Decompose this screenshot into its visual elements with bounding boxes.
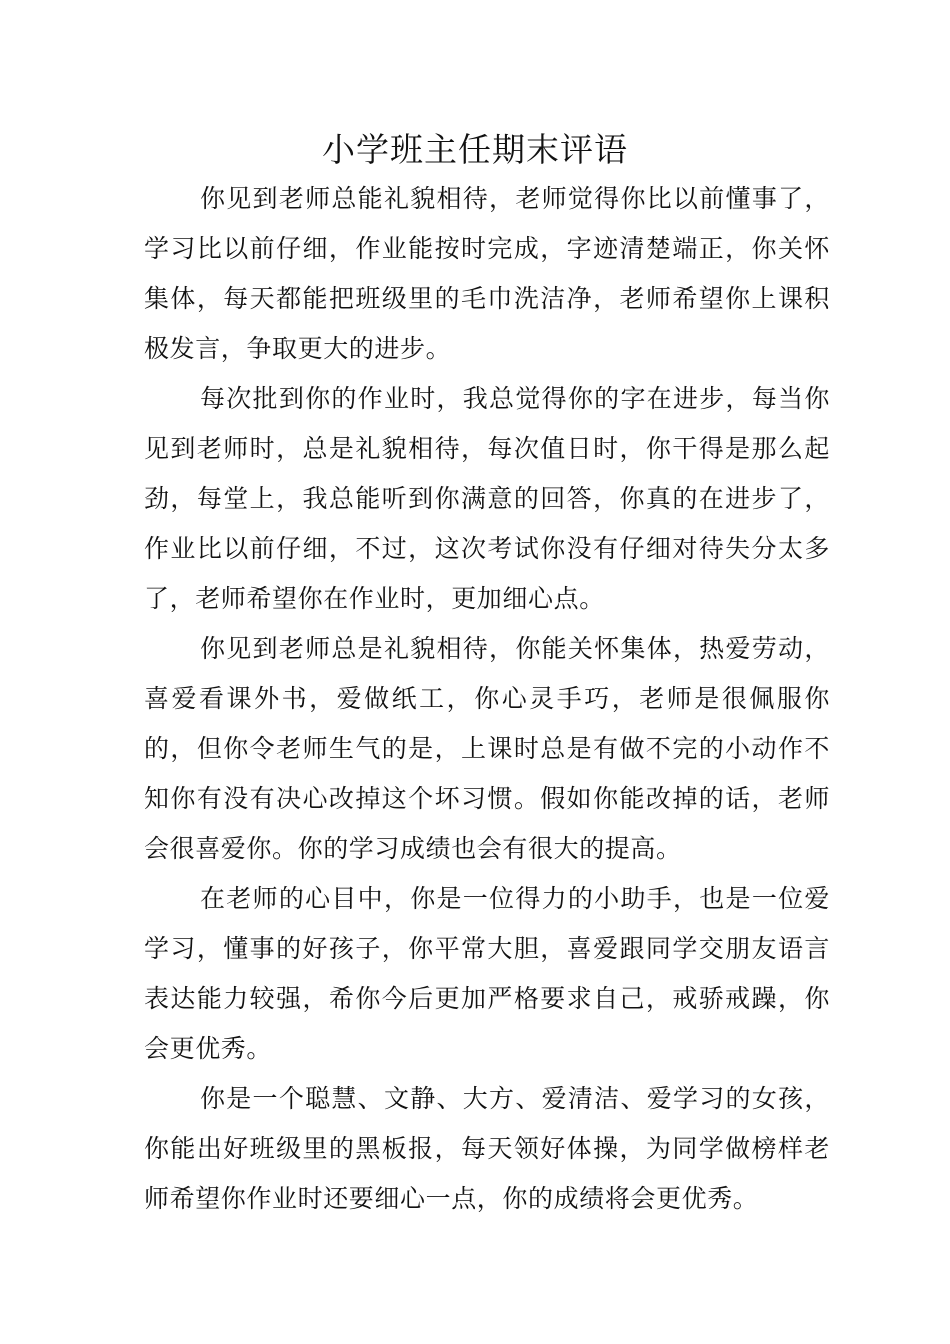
paragraph: 你见到老师总是礼貌相待，你能关怀集体，热爱劳动，喜爱看课外书，爱做纸工，你心灵手巧，老师是很佩服你的，但你令老师生气的是，上课时总是有做不完的小动作不知你有没有决心改掉这个坏习惯。假如你能改掉的话，老师会很喜爱你。你的学习成绩也会有很大的提高。 xyxy=(144,634,830,863)
document-title: 小学班主任期末评语 xyxy=(322,130,628,169)
document-body xyxy=(144,174,830,1224)
paragraph: 你见到老师总能礼貌相待，老师觉得你比以前懂事了，学习比以前仔细，作业能按时完成，字迹清楚端正，你关怀集体，每天都能把班级里的毛巾洗洁净，老师希望你上课积极发言，争取更大的进步。 xyxy=(144,184,830,363)
paragraph: 每次批到你的作业时，我总觉得你的字在进步，每当你见到老师时，总是礼貌相待，每次值日时，你干得是那么起劲，每堂上，我总能听到你满意的回答，你真的在进步了，作业比以前仔细，不过，这次考试你没有仔细对待失分太多了，老师希望你在作业时，更加细心点。 xyxy=(144,384,830,613)
paragraph: 在老师的心目中，你是一位得力的小助手，也是一位爱学习，懂事的好孩子，你平常大胆，喜爱跟同学交朋友语言表达能力较强，希你今后更加严格要求自己，戒骄戒躁，你会更优秀。 xyxy=(144,884,830,1063)
paragraph: 你是一个聪慧、文静、大方、爱清洁、爱学习的女孩，你能出好班级里的黑板报，每天领好体操，为同学做榜样老师希望你作业时还要细心一点，你的成绩将会更优秀。 xyxy=(144,1084,830,1213)
